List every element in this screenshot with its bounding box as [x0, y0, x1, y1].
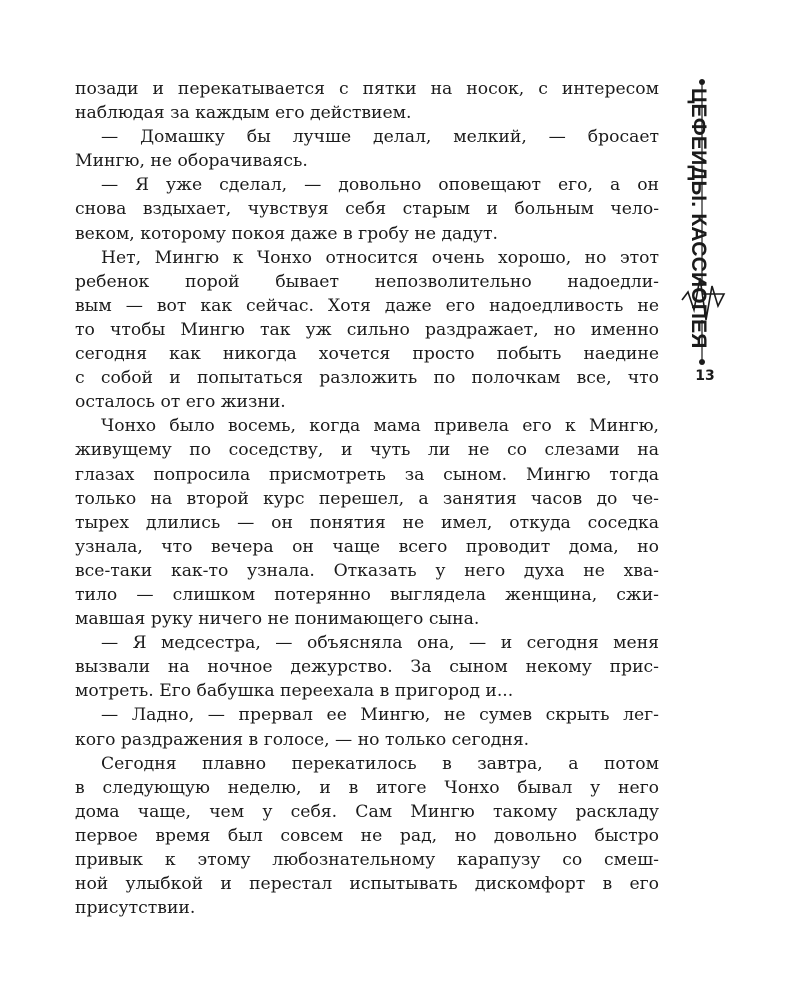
- text-line: мавшая руку ничего не понимающего сына.: [75, 609, 480, 630]
- text-line: тило — слишком потерянно выглядела женщина, сжи-: [75, 584, 659, 605]
- text-line: только на второй курс перешел, а занятия часов до че-: [75, 488, 659, 509]
- pulse-bottom-dot: [699, 359, 705, 365]
- text-line: то чтобы Мингю так уж сильно раздражает, но именно: [75, 319, 659, 340]
- text-line: глазах попросила присмотреть за сыном. Мингю тогда: [75, 464, 659, 485]
- text-line: наблюдая за каждым его действием.: [75, 103, 412, 124]
- text-line: Мингю, не оборачиваясь.: [75, 151, 308, 172]
- page-number: 13: [695, 368, 715, 384]
- text-line: Сегодня плавно перекатилось в завтра, а потом: [101, 753, 659, 774]
- text-line: ной улыбкой и перестал испытывать дискомфорт в его: [75, 874, 659, 895]
- text-line: ребенок порой бывает непозволительно надоедли-: [75, 271, 659, 292]
- text-line: присутствии.: [75, 898, 196, 919]
- text-line: в следующую неделю, и в итоге Чонхо бывал у него: [75, 777, 659, 798]
- text-line: веком, которому покоя даже в гробу не дадут.: [75, 223, 498, 244]
- text-line: Нет, Мингю к Чонхо относится очень хорошо, но этот: [101, 247, 659, 268]
- text-line: — Я уже сделал, — довольно оповещают его, а он: [101, 175, 659, 196]
- body-text: [75, 77, 659, 920]
- running-title: ЦЕФЕИДЫ. КАССИОПЕЯ: [687, 88, 710, 349]
- text-line: осталось от его жизни.: [75, 392, 286, 413]
- text-line: дома чаще, чем у себя. Сам Мингю такому раскладу: [75, 801, 659, 822]
- text-line: с собой и попытаться разложить по полочкам все, что: [75, 368, 659, 389]
- text-line: — Я медсестра, — объясняла она, — и сегодня меня: [101, 633, 659, 654]
- text-line: — Домашку бы лучше делал, мелкий, — бросает: [101, 127, 659, 148]
- text-line: первое время был совсем не рад, но довольно быстро: [75, 825, 659, 846]
- text-line: тырех длились — он понятия не имел, откуда соседка: [75, 512, 659, 533]
- text-line: живущему по соседству, и чуть ли не со слезами на: [75, 440, 659, 461]
- text-line: снова вздыхает, чувствуя себя старым и больным чело-: [75, 199, 659, 220]
- text-line: сегодня как никогда хочется просто побыть наедине: [75, 344, 659, 365]
- pulse-wave: [682, 278, 724, 320]
- text-line: вым — вот как сейчас. Хотя даже его надоедливость не: [75, 295, 659, 316]
- pulse-line-icon: [680, 78, 730, 368]
- text-line: мотреть. Его бабушка переехала в пригород и...: [75, 681, 514, 702]
- text-line: кого раздражения в голосе, — но только сегодня.: [75, 729, 530, 750]
- text-line: позади и перекатывается с пятки на носок, с интересом: [75, 79, 659, 99]
- text-line: все-таки как-то узнала. Отказать у него духа не хва-: [75, 560, 659, 581]
- text-line: Чонхо было восемь, когда мама привела его к Мингю,: [101, 416, 659, 437]
- text-line: узнала, что вечера он чаще всего проводит дома, но: [75, 536, 659, 557]
- text-line: привык к этому любознательному карапузу со смеш-: [75, 850, 659, 870]
- text-line: — Ладно, — прервал ее Мингю, не сумев скрыть лег-: [101, 705, 659, 726]
- text-line: вызвали на ночное дежурство. За сыном некому прис-: [75, 657, 659, 678]
